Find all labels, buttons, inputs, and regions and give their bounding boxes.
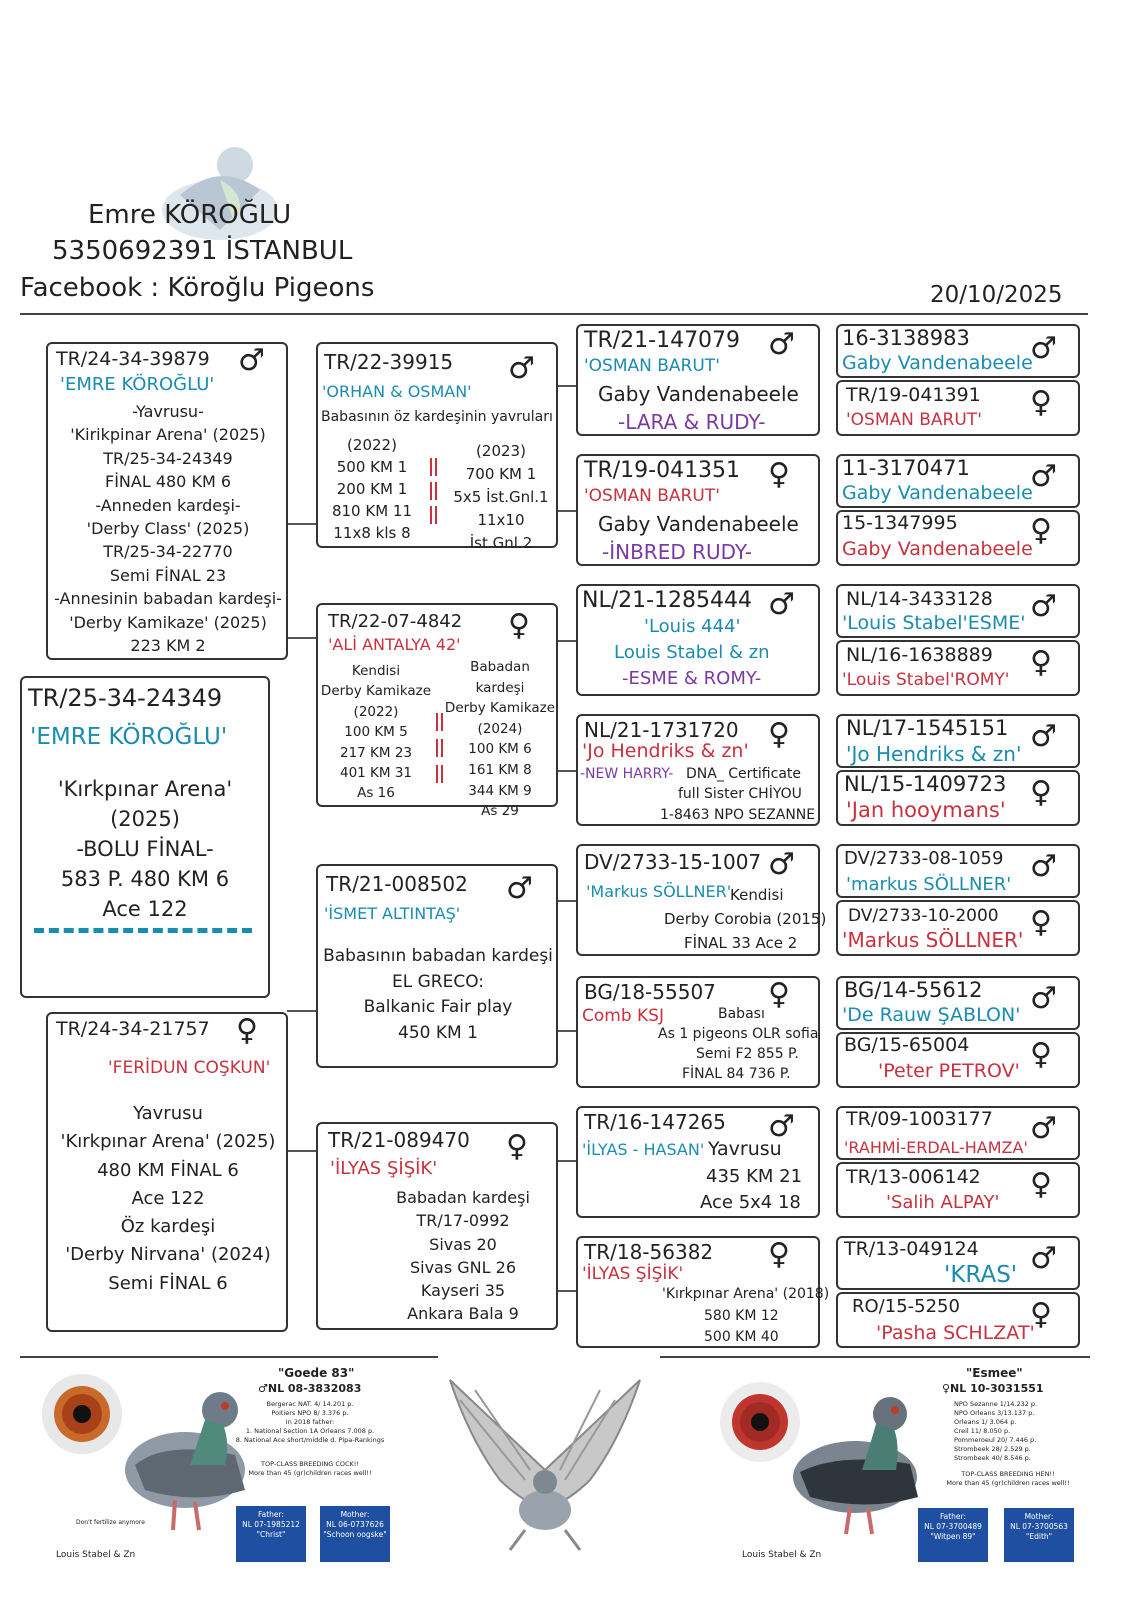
gp-ss-intro: Babasının öz kardeşinin yavruları [321, 409, 553, 425]
ggp-line: -LARA & RUDY- [618, 410, 766, 434]
gggp-card[interactable] [836, 454, 1080, 508]
pedigree-date: 20/10/2025 [930, 282, 1063, 308]
ggp-line: Derby Corobia (2015) [664, 910, 827, 928]
ggp-owner: 'OSMAN BARUT' [584, 356, 720, 376]
eagle-emblem-icon [430, 1360, 660, 1560]
gggp-ring: TR/09-1003177 [846, 1108, 993, 1130]
dam-card[interactable] [46, 1012, 288, 1332]
owner-name: Emre KÖROĞLU [88, 200, 292, 230]
connector [287, 1010, 317, 1012]
ggp-owner: Comb KSJ [582, 1006, 664, 1026]
ggp-card[interactable] [576, 1106, 820, 1218]
gp-ss-owner: 'ORHAN & OSMAN' [322, 382, 472, 401]
ggp-card[interactable] [576, 714, 820, 826]
connector [557, 385, 577, 387]
connector [557, 770, 577, 772]
gggp-owner: 'Jo Hendriks & zn' [846, 742, 1022, 766]
gggp-owner: 'Pasha SCHLZAT' [876, 1322, 1035, 1344]
gp-dd-ring: TR/21-089470 [328, 1128, 470, 1152]
gp-ds-owner: 'İSMET ALTINTAŞ' [324, 904, 461, 923]
gggp-card[interactable] [836, 380, 1080, 436]
female-icon: ♀ [1030, 905, 1052, 940]
female-icon: ♀ [768, 1237, 790, 1272]
separator [441, 765, 443, 783]
gggp-ring: TR/13-006142 [846, 1166, 981, 1188]
footer-left-results: Bergerac NAT. 4/ 14.201 p. Poitiers NPO 8/ 3.376 p. In 2018 father: 1. National Section 1A Orleans 7.008 p. 8. National Ace short/middle d. Pipa-Rankings [235, 1400, 385, 1444]
ggp-owner: 'OSMAN BARUT' [584, 486, 720, 506]
gggp-owner: 'Markus SÖLLNER' [842, 928, 1024, 952]
ggp-line: Babası [718, 1006, 765, 1022]
gggp-owner: 'Salih ALPAY' [886, 1192, 1000, 1213]
connector [557, 1030, 577, 1032]
female-icon: ♀ [506, 1129, 528, 1164]
gggp-card[interactable] [836, 510, 1080, 566]
gggp-card[interactable] [836, 1236, 1080, 1290]
male-icon: ♂ [1030, 459, 1057, 494]
female-icon: ♀ [1030, 385, 1052, 420]
ggp-ring: DV/2733-15-1007 [584, 850, 762, 874]
female-icon: ♀ [1030, 775, 1052, 810]
ggp-ring: NL/21-1285444 [582, 588, 753, 613]
main-dash-divider [34, 928, 252, 933]
gggp-card[interactable] [836, 770, 1080, 826]
ggp-ring: TR/19-041351 [584, 458, 741, 483]
ggp-line: Ace 5x4 18 [700, 1192, 801, 1213]
footer-right-brand: Louis Stabel & Zn [742, 1550, 822, 1560]
separator [435, 458, 437, 476]
ggp-line: -ESME & ROMY- [622, 668, 762, 689]
connector [557, 640, 577, 642]
ggp-owner: 'Markus SÖLLNER' [586, 882, 732, 901]
gggp-card[interactable] [836, 844, 1080, 898]
male-icon: ♂ [1030, 849, 1057, 884]
connector [557, 510, 577, 512]
gggp-ring: NL/14-3433128 [846, 588, 993, 610]
footer-right-name: "Esmee" [966, 1366, 1023, 1380]
gggp-ring: NL/16-1638889 [846, 644, 993, 666]
gggp-card[interactable] [836, 1032, 1080, 1088]
gggp-owner: 'markus SÖLLNER' [846, 874, 1012, 895]
gggp-owner: Gaby Vandenabeele [842, 482, 1033, 504]
male-icon: ♂ [506, 871, 533, 906]
footer-right-notes: TOP-CLASS BREEDING HEN!! More than 45 (gr)children races well!! [946, 1470, 1070, 1487]
gggp-owner: 'Louis Stabel'ROMY' [842, 670, 1010, 690]
ggp-card[interactable] [576, 1236, 830, 1348]
gggp-owner: 'Peter PETROV' [878, 1060, 1020, 1082]
female-icon: ♀ [768, 457, 790, 492]
ggp-line: 580 KM 12 [704, 1308, 779, 1324]
gp-ss-col2: (2023) 700 KM 1 5x5 İst.Gnl.1 11x10 İst.Gnl.2 [453, 442, 549, 552]
main-details: 'Kırkpınar Arena' (2025) -BOLU FİNAL- 583 P. 480 KM 6 Ace 122 [57, 777, 233, 921]
ggp-line: 435 KM 21 [706, 1166, 803, 1187]
gggp-owner: 'Jan hooymans' [846, 798, 1006, 822]
connector [287, 1150, 317, 1152]
gggp-card[interactable] [836, 976, 1080, 1030]
pigeon-logo-icon [140, 140, 290, 250]
footer-right-father-badge: Father: NL 07-3700489 "Witpen 89" [918, 1508, 988, 1562]
gggp-ring: 16-3138983 [842, 326, 970, 350]
gp-dd-owner: 'İLYAS ŞİŞİK' [330, 1158, 438, 1179]
gp-ds-details: Babasının babadan kardeşi EL GRECO: Balkanic Fair play 450 KM 1 [323, 946, 553, 1043]
main-bird-card[interactable] [20, 676, 270, 998]
connector [287, 637, 317, 639]
gggp-ring: 15-1347995 [842, 512, 958, 534]
separator [441, 739, 443, 757]
connector [557, 1160, 577, 1162]
gggp-ring: BG/15-65004 [844, 1034, 970, 1056]
ggp-line: Louis Stabel & zn [614, 642, 770, 663]
ggp-line: Kendisi [730, 886, 784, 904]
gp-ss-ring: TR/22-39915 [324, 350, 454, 374]
ggp-ring: NL/21-1731720 [584, 718, 739, 742]
gp-ss-card[interactable] [316, 342, 558, 552]
female-icon: ♀ [508, 608, 530, 643]
ggp-ring: TR/18-56382 [584, 1240, 714, 1264]
ggp-card[interactable] [576, 844, 827, 956]
gggp-ring: DV/2733-10-2000 [848, 906, 999, 926]
gggp-ring: DV/2733-08-1059 [844, 848, 1004, 869]
gggp-ring: TR/19-041391 [846, 384, 981, 406]
gp-sd-owner: 'ALİ ANTALYA 42' [328, 635, 461, 654]
gp-ss-col1: (2022) 500 KM 1 200 KM 1 810 KM 11 11x8 kls 8 [331, 436, 413, 542]
gp-sd-col2: Babadan kardeşi Derby Kamikaze (2024) 100 KM 6 161 KM 8 344 KM 9 As 29 [444, 659, 556, 820]
gp-dd-card[interactable] [316, 1122, 558, 1330]
gp-ds-card[interactable] [316, 864, 558, 1068]
gggp-owner: 'KRAS' [944, 1262, 1018, 1288]
gggp-card[interactable] [836, 714, 1080, 768]
connector [287, 523, 317, 525]
separator [436, 765, 438, 783]
separator [435, 506, 437, 524]
separator [435, 482, 437, 500]
dam-details: Yavrusu 'Kırkpınar Arena' (2025) 480 KM FİNAL 6 Ace 122 Öz kardeşi 'Derby Nirvana' (2024) Semi FİNAL 6 [60, 1103, 276, 1294]
gggp-card[interactable] [836, 1162, 1080, 1218]
footer-divider-left [20, 1356, 438, 1358]
male-icon: ♂ [508, 351, 535, 386]
ggp-owner: 'Jo Hendriks & zn' [582, 740, 749, 762]
ggp-line: 500 KM 40 [704, 1329, 779, 1345]
footer-divider-right [660, 1356, 1090, 1358]
footer-left-father-badge: Father: NL 07-1985212 "Christ" [236, 1506, 306, 1562]
female-icon: ♀ [1030, 1167, 1052, 1202]
gggp-card[interactable] [836, 900, 1080, 956]
gggp-ring: RO/15-5250 [852, 1296, 960, 1317]
ggp-line: -İNBRED RUDY- [602, 540, 752, 564]
footer-left-small: Don't fertilize anymore [76, 1519, 145, 1526]
ggp-card[interactable] [576, 976, 820, 1088]
female-icon: ♀ [1030, 513, 1052, 548]
ggp-owner: 'İLYAS - HASAN' [582, 1140, 705, 1159]
separator [441, 713, 443, 731]
footer-right-results: NPO Sezanne 1/14.232 p. NPO Orleans 3/13.137 p. Orleans 1/ 3.064 p. Creil 11/ 8.050 p. Pommeroeul 20/ 7.446 p. Strombeek 28/ 2.529 p. Strombeek 40/ 8.546 p. [954, 1400, 1038, 1462]
gggp-owner: 'OSMAN BARUT' [846, 410, 982, 430]
separator [430, 482, 432, 500]
gggp-card[interactable] [836, 1292, 1080, 1348]
ggp-ring: TR/16-147265 [584, 1110, 726, 1134]
facebook-link[interactable]: Facebook : Köroğlu Pigeons [20, 273, 375, 303]
footer-right-mother-badge: Mother: NL 07-3700563 "Edith" [1004, 1508, 1074, 1562]
separator [436, 739, 438, 757]
gggp-ring: TR/13-049124 [844, 1238, 979, 1260]
gp-sd-col1: Kendisi Derby Kamikaze (2022) 100 KM 5 217 KM 23 401 KM 31 As 16 [320, 663, 432, 802]
gggp-ring: 11-3170471 [842, 456, 970, 480]
ggp-line: FİNAL 84 736 P. [682, 1066, 791, 1082]
female-icon: ♀ [1030, 1037, 1052, 1072]
ggp-card[interactable] [576, 584, 820, 696]
female-icon: ♀ [1030, 1297, 1052, 1332]
male-icon: ♂ [238, 343, 265, 378]
male-icon: ♂ [1030, 1111, 1057, 1146]
header-divider [20, 313, 1088, 315]
sire-owner: 'EMRE KÖROĞLU' [60, 374, 215, 395]
connector [557, 900, 577, 902]
female-icon: ♀ [768, 977, 790, 1012]
ggp-card[interactable] [576, 324, 820, 436]
separator [430, 506, 432, 524]
separator [436, 713, 438, 731]
ggp-line: -NEW HARRY- [580, 766, 674, 782]
male-icon: ♂ [1030, 589, 1057, 624]
ggp-line: 'Kırkpınar Arena' (2018) [662, 1286, 830, 1302]
separator [430, 458, 432, 476]
ggp-card[interactable] [576, 454, 820, 566]
gp-sd-ring: TR/22-07-4842 [328, 611, 463, 632]
male-icon: ♂ [1030, 981, 1057, 1016]
ggp-line: FİNAL 33 Ace 2 [684, 934, 798, 952]
ggp-owner: 'Louis 444' [644, 616, 741, 637]
gggp-card[interactable] [836, 324, 1080, 378]
gggp-card[interactable] [836, 1106, 1080, 1160]
gggp-owner: 'Louis Stabel'ESME' [842, 612, 1026, 634]
ggp-line: 1-8463 NPO SEZANNE [660, 807, 816, 823]
gggp-owner: 'RAHMİ-ERDAL-HAMZA' [844, 1138, 1028, 1157]
ggp-line: DNA_ Certificate [686, 766, 802, 782]
footer-left-notes: TOP-CLASS BREEDING COCK!! More than 45 (gr)children races well!! [248, 1460, 372, 1477]
ggp-line: Semi F2 855 P. [696, 1046, 799, 1062]
footer-left-name: "Goede 83" [278, 1366, 355, 1380]
male-icon: ♂ [1030, 1241, 1057, 1276]
male-icon: ♂ [768, 587, 795, 622]
ggp-ring: TR/21-147079 [584, 328, 741, 353]
main-owner: 'EMRE KÖROĞLU' [30, 724, 228, 750]
male-icon: ♂ [1030, 719, 1057, 754]
ggp-line: full Sister CHİYOU [678, 786, 802, 802]
sire-ring: TR/24-34-39879 [56, 348, 210, 370]
main-ring: TR/25-34-24349 [28, 684, 223, 712]
ggp-line: Gaby Vandenabeele [598, 512, 799, 536]
female-icon: ♀ [1030, 645, 1052, 680]
male-icon: ♂ [1030, 331, 1057, 366]
ggp-line: As 1 pigeons OLR sofia [658, 1026, 819, 1042]
gggp-ring: BG/14-55612 [844, 978, 983, 1002]
male-icon: ♂ [768, 847, 795, 882]
ggp-ring: BG/18-55507 [584, 980, 716, 1004]
male-icon: ♂ [768, 1109, 795, 1144]
gggp-ring: NL/17-1545151 [846, 716, 1009, 740]
gggp-owner: 'De Rauw ŞABLON' [842, 1004, 1021, 1026]
sire-card[interactable] [46, 342, 288, 660]
gggp-card[interactable] [836, 584, 1080, 638]
pigeon-photo-icon [770, 1372, 940, 1542]
gggp-owner: Gaby Vandenabeele [842, 538, 1033, 560]
footer-left-brand: Louis Stabel & Zn [56, 1550, 136, 1560]
connector [557, 1290, 577, 1292]
ggp-line: Yavrusu [708, 1138, 782, 1160]
female-icon: ♀ [236, 1013, 258, 1048]
ggp-owner: 'İLYAS ŞİŞİK' [582, 1264, 684, 1284]
gggp-card[interactable] [836, 640, 1080, 696]
gp-dd-details: Babadan kardeşi TR/17-0992 Sivas 20 Sivas GNL 26 Kayseri 35 Ankara Bala 9 [396, 1188, 530, 1324]
gp-sd-card[interactable] [316, 603, 558, 820]
gggp-owner: Gaby Vandenabeele [842, 352, 1033, 374]
sire-details: -Yavrusu- 'Kirikpinar Arena' (2025) TR/25-34-24349 FİNAL 480 KM 6 -Anneden kardeşi- 'Derby Class' (2025) TR/25-34-22770 Semi FİNAL 23 -Annesinin babadan kardeşi- 'Derby Kamikaze' (2025) 223 KM 2 [54, 402, 282, 656]
ggp-line: Gaby Vandenabeele [598, 382, 799, 406]
male-icon: ♂ [768, 327, 795, 362]
footer-left-ring: ♂NL 08-3832083 [258, 1382, 362, 1395]
footer-left-mother-badge: Mother: NL 06-0737626 "Schoon oogske" [320, 1506, 390, 1562]
gggp-ring: NL/15-1409723 [844, 772, 1007, 796]
dam-ring: TR/24-34-21757 [56, 1018, 210, 1040]
gp-ds-ring: TR/21-008502 [326, 872, 468, 896]
female-icon: ♀ [768, 717, 790, 752]
dam-owner: 'FERİDUN COŞKUN' [108, 1058, 271, 1078]
footer-right-ring: ♀NL 10-3031551 [942, 1382, 1044, 1395]
owner-phone-city: 5350692391 İSTANBUL [52, 236, 353, 266]
